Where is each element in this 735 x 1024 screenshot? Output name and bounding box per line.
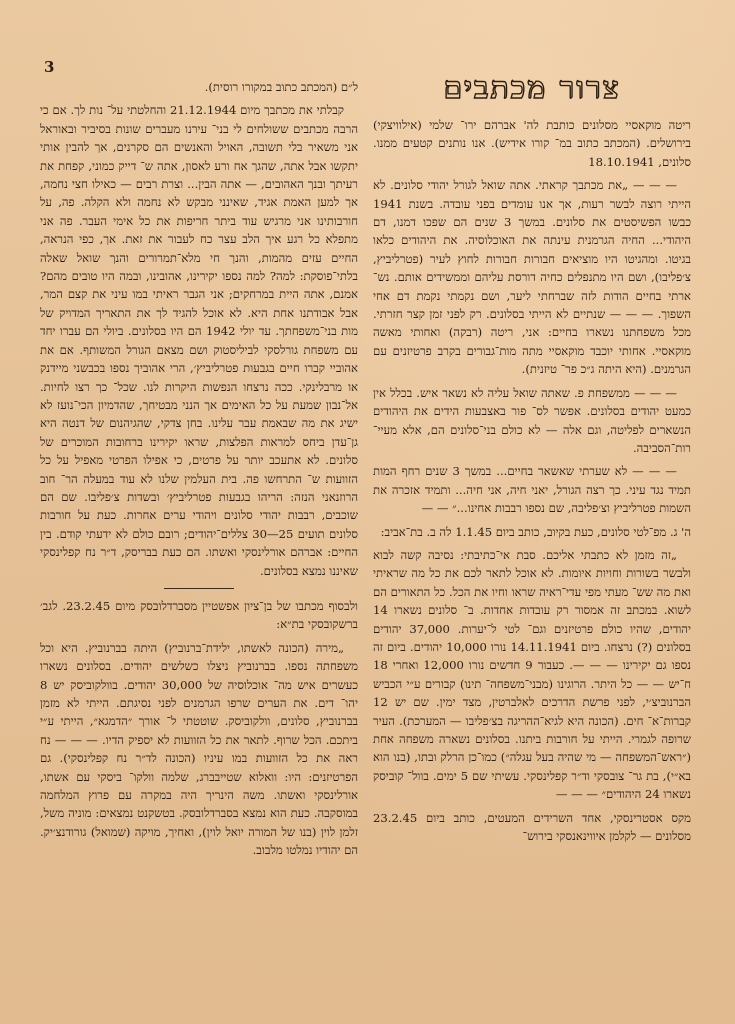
letter-paragraph: קבלתי את מכתבך מיום 21.12.1944 והחלטתי על־ נות לך. אם כי הרבה מכתבים ששולחים לי בני־ עירנו מעברים שונות בסיביר ובאוראל אני משאיר בלי תשובה, האויל והאנשים הם סקרנים, אך להבין אותי יתקשו אבל אתה, שהגך אח ורע לאסון, אתה ש־ דייק כמוני, קפחת את רעיתך ובנך האהובים, — אתה הבין... וצרת רבים — כאילו חצי נחמה, אך למען האמת אגיד, שאינני מבקש לא נחמה ולא הקלה. פה, על חורבותינו אני מרגיש עוד ביתר חריפות את כל אימי העבר. פה אני מתפלא כל רגע איך הלב עצר כח לעבור את זאת. אך, כפי הנראה, החיים עזים מהמות, והנך חי מלא־תמרורים והנך שואל שאלה בלתי־פוסקת: למה? למה נספו יקירינו, אהובינו, ובמה היו טובים מהם? אמנם, אתה היית במרחקים; אני הגבר ראיתי במו עיני את קצם המר, אבל אבודתנו אחת היא. לא אוכל להגיד לך את התאריך המדויק של מות בני־משפחתך. עד יולי 1942 הם היו בסלונים. ביולי הם עברו יחד עם משפחת גורלסקי לביליסטוק ושם מצאם הגורל המשותף. אם את אהוביי קברו חיים בגבעות פטרליביץ׳, הרי אהוביך נספו בכבשני מיידנק או מרבלינקי. ככה נרצחו הנפשות היקרות לנו. שכל־ כך רצו לחיות. אל־נבון שמעת על כל האימים אך הנני מבטיחך, שהדמיון הכי־נועז לא ישיג את מה שבאמת עבר עלינו. בחן צדקי, שהגיהנום של דנטה היא גן־עדן ביחס למראות הפלצות, שראו יקירינו ברחובות המוכרים של סלונים. לא אתעכב יותר על פרטים, כי אפילו הפרטי מאפיל על כל הזוועות ש־ התרחשו פה. בית העלמין שלנו לא עוד במעלה הר־ חוב הרוזנאני הנזה: הריהו בגבעות פטרליביץ׳ ובשדות צ׳פליבו. שם הם שוכבים, רבבות יהודי סלונים ויהודי ערים אחרות. כעת על חורבות סלונים תועים 25—30 צללים־יהודים; רובם כולם לא ידעתי קודם. בין החיים: אברהם אורלינסקי ואשתו. הם כעת בבריסק, ד״ר נח קפלינסקי שאיננו נמצא בסלונים. xyxy=(40,103,358,578)
left-column xyxy=(40,78,358,865)
letter-paragraph: — — — ממשפחת פ. שאתה שואל עליה לא נשאר איש. בכלל אין כמעט יהודים בסלונים. אפשר לס־ פור באצבעות הידים את היהודים הנשארים לפליטה, וגם אלה — לא כולם בני־סלונים הם, אלא מעיי־ רות־הסביבה. xyxy=(373,385,691,455)
title-box xyxy=(373,70,691,108)
letter-paragraph: — — — לא שערתי שאשאר בחיים... במשך 3 שנים רחף המות תמיד נגד עיני. כך רצה הגורל, יאני חיה, אני חיה... ותמיד אזכרה את השמות פטרליביץ וצ׳פליבה, שם נספו רבבות אחינו...״ — — xyxy=(373,464,691,516)
letter-paragraph: „זה מזמן לא כתבתי אליכם. סבת אי־כתיבתי: נסיבה קשה לבוא ולבשר בשורות וחויות איומות. לא אוכל לתאר לכם את כל מה שראיתי ואת מה שש־ מעתי מפי עדי־ראיה שראו וחיו את הכל. כל התאורים הם לשוא. במכתב זה אמסור רק עובדות אחדות. ב־ סלונים נשארו 14 יהודים, שהיו כולם פרטיזנים וגם־ לטי ל־יערות. 37,000 יהודים בסלונים (?) נרצחו. ביום 14.11.1941 נורו 10,000 יהודים. ביום זה נספו גם יקירינו — — —. כעבור 9 חדשים נורו 12,000 ואחרי 18 ח־יש — — כל היתר. הרוגינו (מבני־משפחה־ תינו) קבורים ע״י הכביש הברנוביצ׳י, לפני פרשת הדרכים לאלברטין, מצד ימין. שם יש 12 קברות־א־ חים. (הכונה היא לגיא־ההריגה בצ׳פליבו — המערכת). העיר שרופה לגמרי. הייתי על חורבות ביתנו. בסלונים נשארה משפחה אחת (״ראש־המשפחה — מי שהיה בעל עגלה״) כמו־כן הרלק ובתו, (בנו הוא בא״י), בת גר־ צובסקי וד״ר קפלינסקי. עשיתי שם 5 ימים. בוול־ קוביסק נשארו 24 היהודים״ — — — xyxy=(373,547,692,802)
letter-paragraph: — — — „את מכתבך קראתי. אתה שואל לגורל יהודי סלונים. לא הייתי רוצה לבשר רעות, אך אנו עומדים בפני עובדה. בשנת 1941 כבשו הפשיסטים את סלונים. במשך 3 שנים הם שפכו דמנו, דם היהודי... החיה הגרמנית עינתה את האוכלוסיה. את היהודים כלאו בגיטו. ומהגיטו היו מוציאים חבורות חבורות לחוץ לעיר (פטרליביץ, צ׳פליבו), ושם היו מתנפלים כחיה דורסת עליהם וממשידים אותם. נש־ ארתי בחיים הודות לזה שברחתי ליער, ושם נקמתי נקמת דם אחי השפוך. — — — שנתיים לא הייתי בסלונים. רק לפני זמן קצר חזרתי. מכל משפחתנו נשארו בחיים: אני, ריטה (רבקה) ואחותי מאשה מוקאסיי. אחותי יוכבד מוקאסיי מתה מות־גבורים בקרב פרטיזנים עם הגרמנים. (היא היתה ג״כ פר־ טיזנית). xyxy=(373,178,691,377)
intro-paragraph: ריטה מוקאסיי מסלונים כותבת לה' אברהם ירו־ שלמי (אילוויצקי) בירושלים. (המכתב כתוב במ־ קורו אידיש). אנו נותנים קטעים ממנו. סלונים, 18.10.1941 xyxy=(373,118,691,169)
letter-paragraph: „מירה (הכונה לאשתו, ילידת־ברנוביץ) היתה בברנוביץ. היא וכל משפחתה נספו. בברנוביץ ניצלו כשלשים יהודים. בסלונים נשארו כעשרים איש מה־ אוכלוסיה של 30,000 יהודים. בוולקוביסק יש 8 יהו־ דים. את הערים שרפו הגרמנים לפני נסיגתם. הייתי לא מזמן בברנוביץ, סלונים, וולקוביסק. שוטטתי ל־ אורך ״הדמגא״, הייתי ע״י ביתכם. הכל שרוף. לתאר את כל הזוועות לא יספיק הדיו. — — — נח ראה את כל הזוועות במו עיניו (הכונה לד״ר נח קפלינסקי). גם הפרטיזנים: היו: וואלוא שטייבברג, שלמה וולקו־ ביסקי עם אשתו, אורלינסקי ואשתו. משה הינריך היה במקרה עם פרוץ המלחמה במוסקבה. כעת הוא נמצא בסברדלובסק. בטשקנט נמצאים: מוניה משל, זלמן לוין (בנו של המורה יואל לוין), ואחיך, מויקה (שמואל) גורודנצ׳יק. הם יהודיו נמלטו מלבוב. xyxy=(40,640,358,858)
letter-note: ל״ם (המכתב כתוב במקורו רוסית). xyxy=(204,80,358,94)
intro-paragraph: ה' ג. מפ־לטי סלונים, כעת בקיוב, כותב ביום 1.1.45 לה ב. בת־אביב: xyxy=(380,524,691,539)
intro-paragraph: ולבסוף מכתבו של בן־ציון אפשטיין מסברדלובסק מיום 23.2.45. לגב׳ ברשקובסקי בת״א: xyxy=(40,598,358,632)
section-divider xyxy=(164,588,234,589)
right-column xyxy=(373,70,691,850)
page-title: צרור מכתבים xyxy=(443,71,621,106)
page-number: 3 xyxy=(44,58,55,76)
intro-paragraph: מקס אסטרינסקי, אחד השרידים המעטים, כותב ביום 23.2.45 מסלונים — לקלמן איווינאנסקי בירוש־ xyxy=(373,810,691,844)
